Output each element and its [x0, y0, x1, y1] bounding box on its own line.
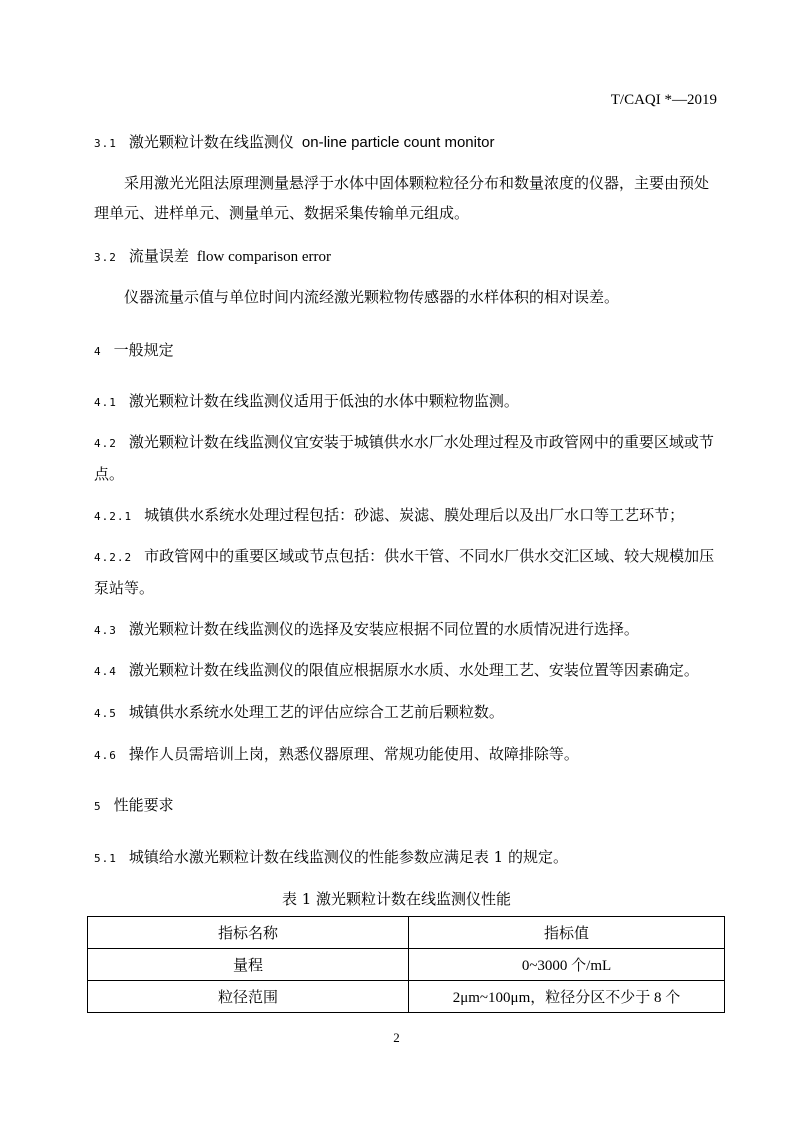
clause-number: 5.1 [94, 852, 117, 865]
page-number: 2 [393, 1030, 400, 1045]
table-header-row [88, 917, 725, 949]
section-number: 4 [94, 345, 102, 358]
term-en: on-line particle count monitor [301, 134, 495, 151]
clause-text: 激光颗粒计数在线监测仪宜安装于城镇供水水厂水处理过程及市政管网中的重要区域或节点。 [94, 433, 714, 483]
section-3-2-body: 仪器流量示值与单位时间内流经激光颗粒物传感器的水样体积的相对误差。 [124, 288, 620, 306]
performance-table [87, 916, 725, 1013]
table-row [88, 981, 725, 1013]
term-cn: 流量误差 [128, 247, 189, 265]
clause-number: 4.6 [94, 749, 117, 762]
clause-4-1 [94, 390, 519, 414]
clause-text: 操作人员需培训上岗，熟悉仪器原理、常规功能使用、故障排除等。 [128, 745, 579, 763]
clause-number: 4.2.2 [94, 551, 133, 564]
clause-4-4 [94, 659, 699, 683]
header-indicator-value: 指标值 [409, 917, 725, 949]
clause-number: 4.3 [94, 624, 117, 637]
section-number: 3.1 [94, 137, 117, 150]
clause-text: 激光颗粒计数在线监测仪的选择及安装应根据不同位置的水质情况进行选择。 [128, 620, 639, 638]
clause-text: 城镇供水系统水处理工艺的评估应综合工艺前后颗粒数。 [128, 703, 504, 721]
clause-5-1 [94, 846, 568, 870]
table-row [88, 949, 725, 981]
term-en: flow comparison error [196, 249, 332, 265]
clause-text: 激光颗粒计数在线监测仪的限值应根据原水水质、水处理工艺、安装位置等因素确定。 [128, 661, 699, 679]
section-3-1-heading [94, 131, 495, 155]
clause-number: 4.2.1 [94, 510, 133, 523]
clause-4-2-1 [94, 504, 684, 528]
clause-4-6 [94, 743, 579, 767]
clause-text: 城镇给水激光颗粒计数在线监测仪的性能参数应满足表 1 的规定。 [128, 848, 568, 866]
clause-4-5 [94, 701, 504, 725]
section-number: 5 [94, 800, 102, 813]
cell-name: 粒径范围 [88, 981, 409, 1013]
standard-code: T/CAQI *—2019 [610, 92, 717, 108]
term-cn: 激光颗粒计数在线监测仪 [128, 133, 294, 151]
cell-value: 2μm~100μm，粒径分区不少于 8 个 [409, 981, 725, 1013]
clause-number: 4.5 [94, 707, 117, 720]
table-caption: 表 1 激光颗粒计数在线监测仪性能 [281, 890, 512, 908]
section-title: 性能要求 [113, 796, 174, 814]
clause-text: 城镇供水系统水处理过程包括：砂滤、炭滤、膜处理后以及出厂水口等工艺环节； [144, 506, 685, 524]
section-5-heading [94, 794, 174, 818]
section-title: 一般规定 [113, 341, 174, 359]
section-3-1-body: 采用激光光阻法原理测量悬浮于水体中固体颗粒粒径分布和数量浓度的仪器，主要由预处理单元、进样单元、测量单元、数据采集传输单元组成。 [94, 174, 710, 222]
clause-4-2 [94, 427, 719, 489]
clause-number: 4.4 [94, 665, 117, 678]
clause-text: 激光颗粒计数在线监测仪适用于低浊的水体中颗粒物监测。 [128, 392, 519, 410]
header-indicator-name: 指标名称 [88, 917, 409, 949]
clause-number: 4.2 [94, 437, 117, 450]
section-4-heading [94, 339, 174, 363]
clause-4-2-2 [94, 541, 719, 603]
section-3-2-heading [94, 245, 331, 269]
cell-name: 量程 [88, 949, 409, 981]
clause-text: 市政管网中的重要区域或节点包括：供水干管、不同水厂供水交汇区域、较大规模加压泵站等。 [94, 547, 715, 597]
section-number: 3.2 [94, 251, 117, 264]
clause-4-3 [94, 618, 639, 642]
clause-number: 4.1 [94, 396, 117, 409]
cell-value: 0~3000 个/mL [409, 949, 725, 981]
